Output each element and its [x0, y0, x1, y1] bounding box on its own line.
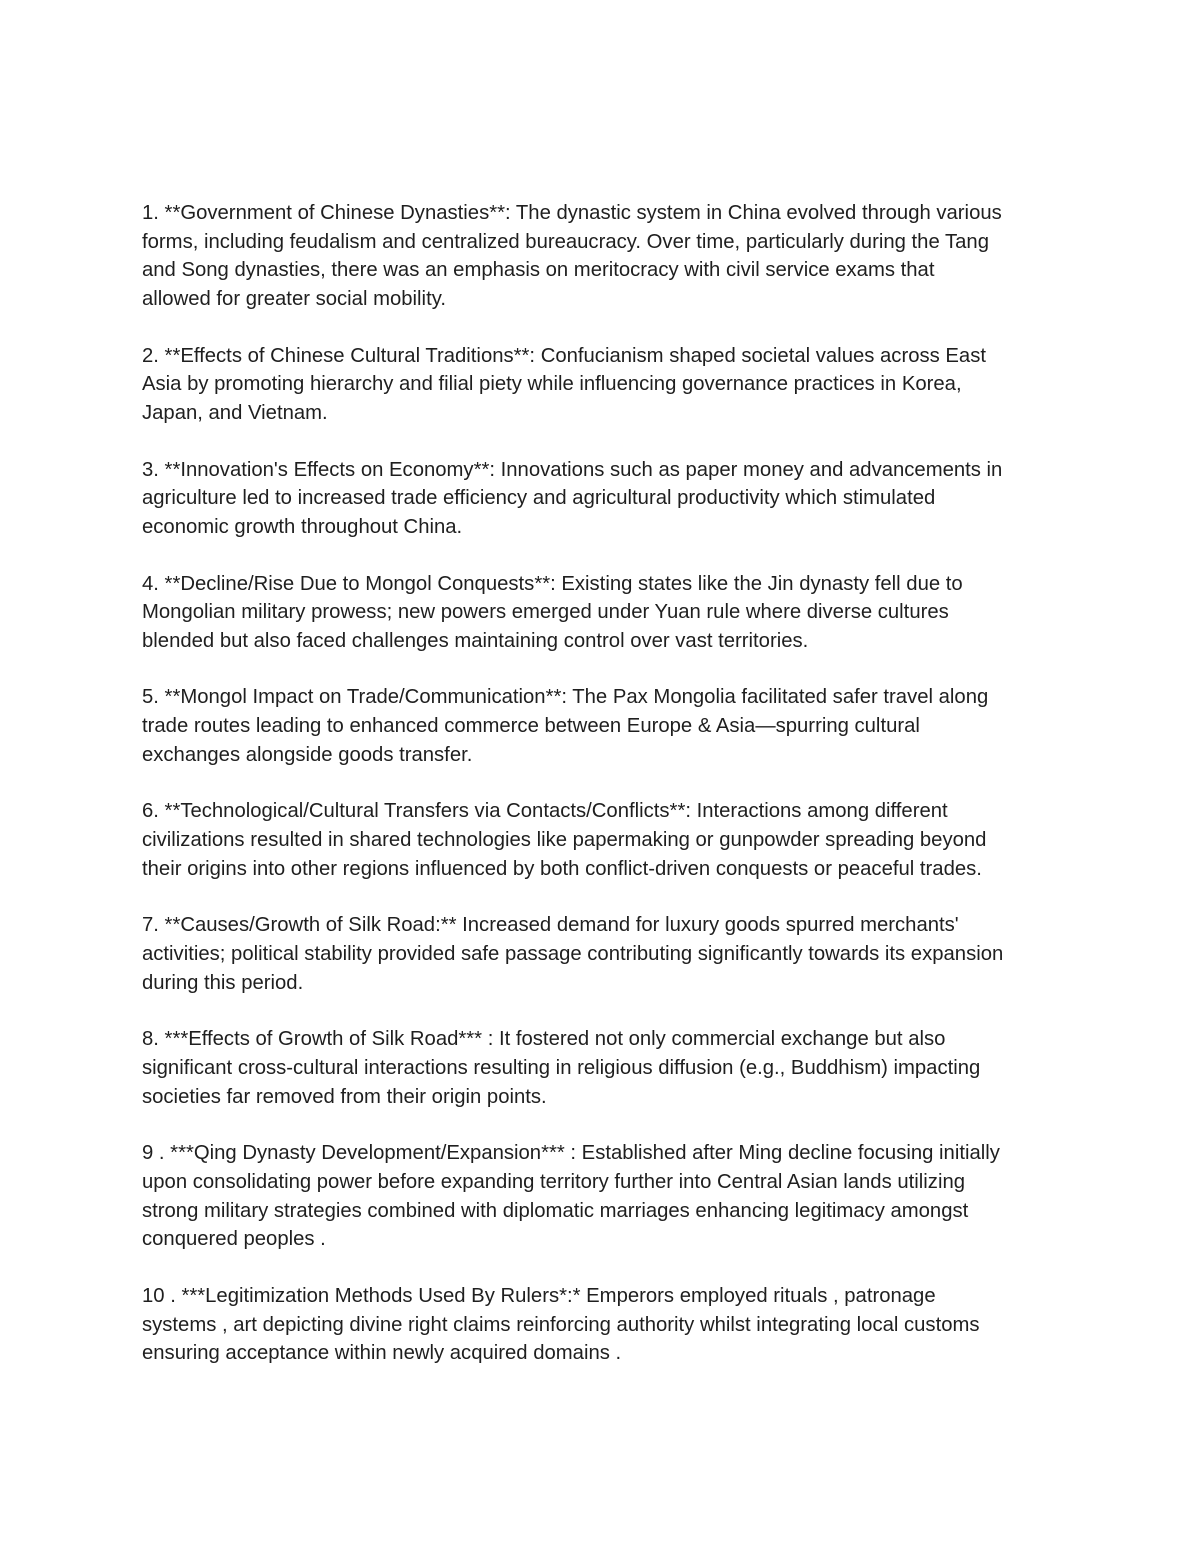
paragraph-line: conquered peoples .	[142, 1228, 326, 1251]
paragraph-line: during this period.	[142, 971, 304, 994]
paragraph-item-10	[142, 1282, 1072, 1368]
paragraph-line: allowed for greater social mobility.	[142, 287, 446, 310]
paragraph-item-9	[142, 1139, 1072, 1253]
paragraph-line: societies far removed from their origin points.	[142, 1085, 547, 1108]
paragraph-item-6	[142, 797, 1072, 883]
paragraph-line: blended but also faced challenges maintaining control over vast territories.	[142, 629, 809, 652]
paragraph-line: agriculture led to increased trade efficiency and agricultural productivity which stimulated	[142, 487, 936, 510]
paragraph-line: civilizations resulted in shared technologies like papermaking or gunpowder spreading beyond	[142, 829, 987, 852]
paragraph-item-8	[142, 1025, 1072, 1111]
document-body	[142, 199, 1072, 1396]
paragraph-line: 4. **Decline/Rise Due to Mongol Conquests**: Existing states like the Jin dynasty fell due to	[142, 572, 963, 595]
paragraph-line: trade routes leading to enhanced commerce between Europe & Asia—spurring cultural	[142, 715, 920, 738]
paragraph-line: ensuring acceptance within newly acquired domains .	[142, 1342, 622, 1365]
paragraph-line: significant cross-cultural interactions resulting in religious diffusion (e.g., Buddhism) impacting	[142, 1056, 981, 1079]
paragraph-line: their origins into other regions influenced by both conflict-driven conquests or peaceful trades.	[142, 857, 982, 880]
paragraph-line: 7. **Causes/Growth of Silk Road:** Increased demand for luxury goods spurred merchants'	[142, 914, 959, 937]
paragraph-line: Asia by promoting hierarchy and filial piety while influencing governance practices in Korea,	[142, 373, 962, 396]
paragraph-line: activities; political stability provided safe passage contributing significantly towards its expansion	[142, 943, 1004, 965]
paragraph-line: 3. **Innovation's Effects on Economy**: Innovations such as paper money and advancements in	[142, 458, 1003, 481]
paragraph-item-5	[142, 683, 1072, 769]
paragraph-item-7	[142, 911, 1072, 997]
paragraph-line: 10 . ***Legitimization Methods Used By Rulers*:* Emperors employed rituals , patronage	[142, 1284, 936, 1307]
paragraph-line: strong military strategies combined with diplomatic marriages enhancing legitimacy amongst	[142, 1199, 969, 1222]
paragraph-line: upon consolidating power before expanding territory further into Central Asian lands utilizing	[142, 1170, 966, 1193]
paragraph-line: 1. **Government of Chinese Dynasties**: The dynastic system in China evolved through various	[142, 202, 1002, 224]
paragraph-line: Japan, and Vietnam.	[142, 401, 328, 424]
paragraph-line: 8. ***Effects of Growth of Silk Road*** : It fostered not only commercial exchange but also	[142, 1028, 946, 1051]
paragraph-line: 6. **Technological/Cultural Transfers via Contacts/Conflicts**: Interactions among different	[142, 800, 948, 823]
paragraph-item-1	[142, 199, 1072, 313]
paragraph-line: exchanges alongside goods transfer.	[142, 743, 473, 766]
paragraph-line: systems , art depicting divine right claims reinforcing authority whilst integrating local customs	[142, 1313, 980, 1336]
paragraph-line: and Song dynasties, there was an emphasis on meritocracy with civil service exams that	[142, 259, 935, 282]
paragraph-line: economic growth throughout China.	[142, 515, 463, 538]
paragraph-item-4	[142, 570, 1072, 656]
paragraph-line: Mongolian military prowess; new powers emerged under Yuan rule where diverse cultures	[142, 601, 949, 624]
paragraph-line: 5. **Mongol Impact on Trade/Communication**: The Pax Mongolia facilitated safer travel along	[142, 686, 989, 709]
paragraph-item-3	[142, 456, 1072, 542]
paragraph-line: 9 . ***Qing Dynasty Development/Expansion*** : Established after Ming decline focusing initially	[142, 1142, 1000, 1165]
paragraph-line: forms, including feudalism and centralized bureaucracy. Over time, particularly during the Tang	[142, 230, 989, 253]
paragraph-item-2	[142, 342, 1072, 428]
paragraph-line: 2. **Effects of Chinese Cultural Traditions**: Confucianism shaped societal values across East	[142, 344, 986, 367]
